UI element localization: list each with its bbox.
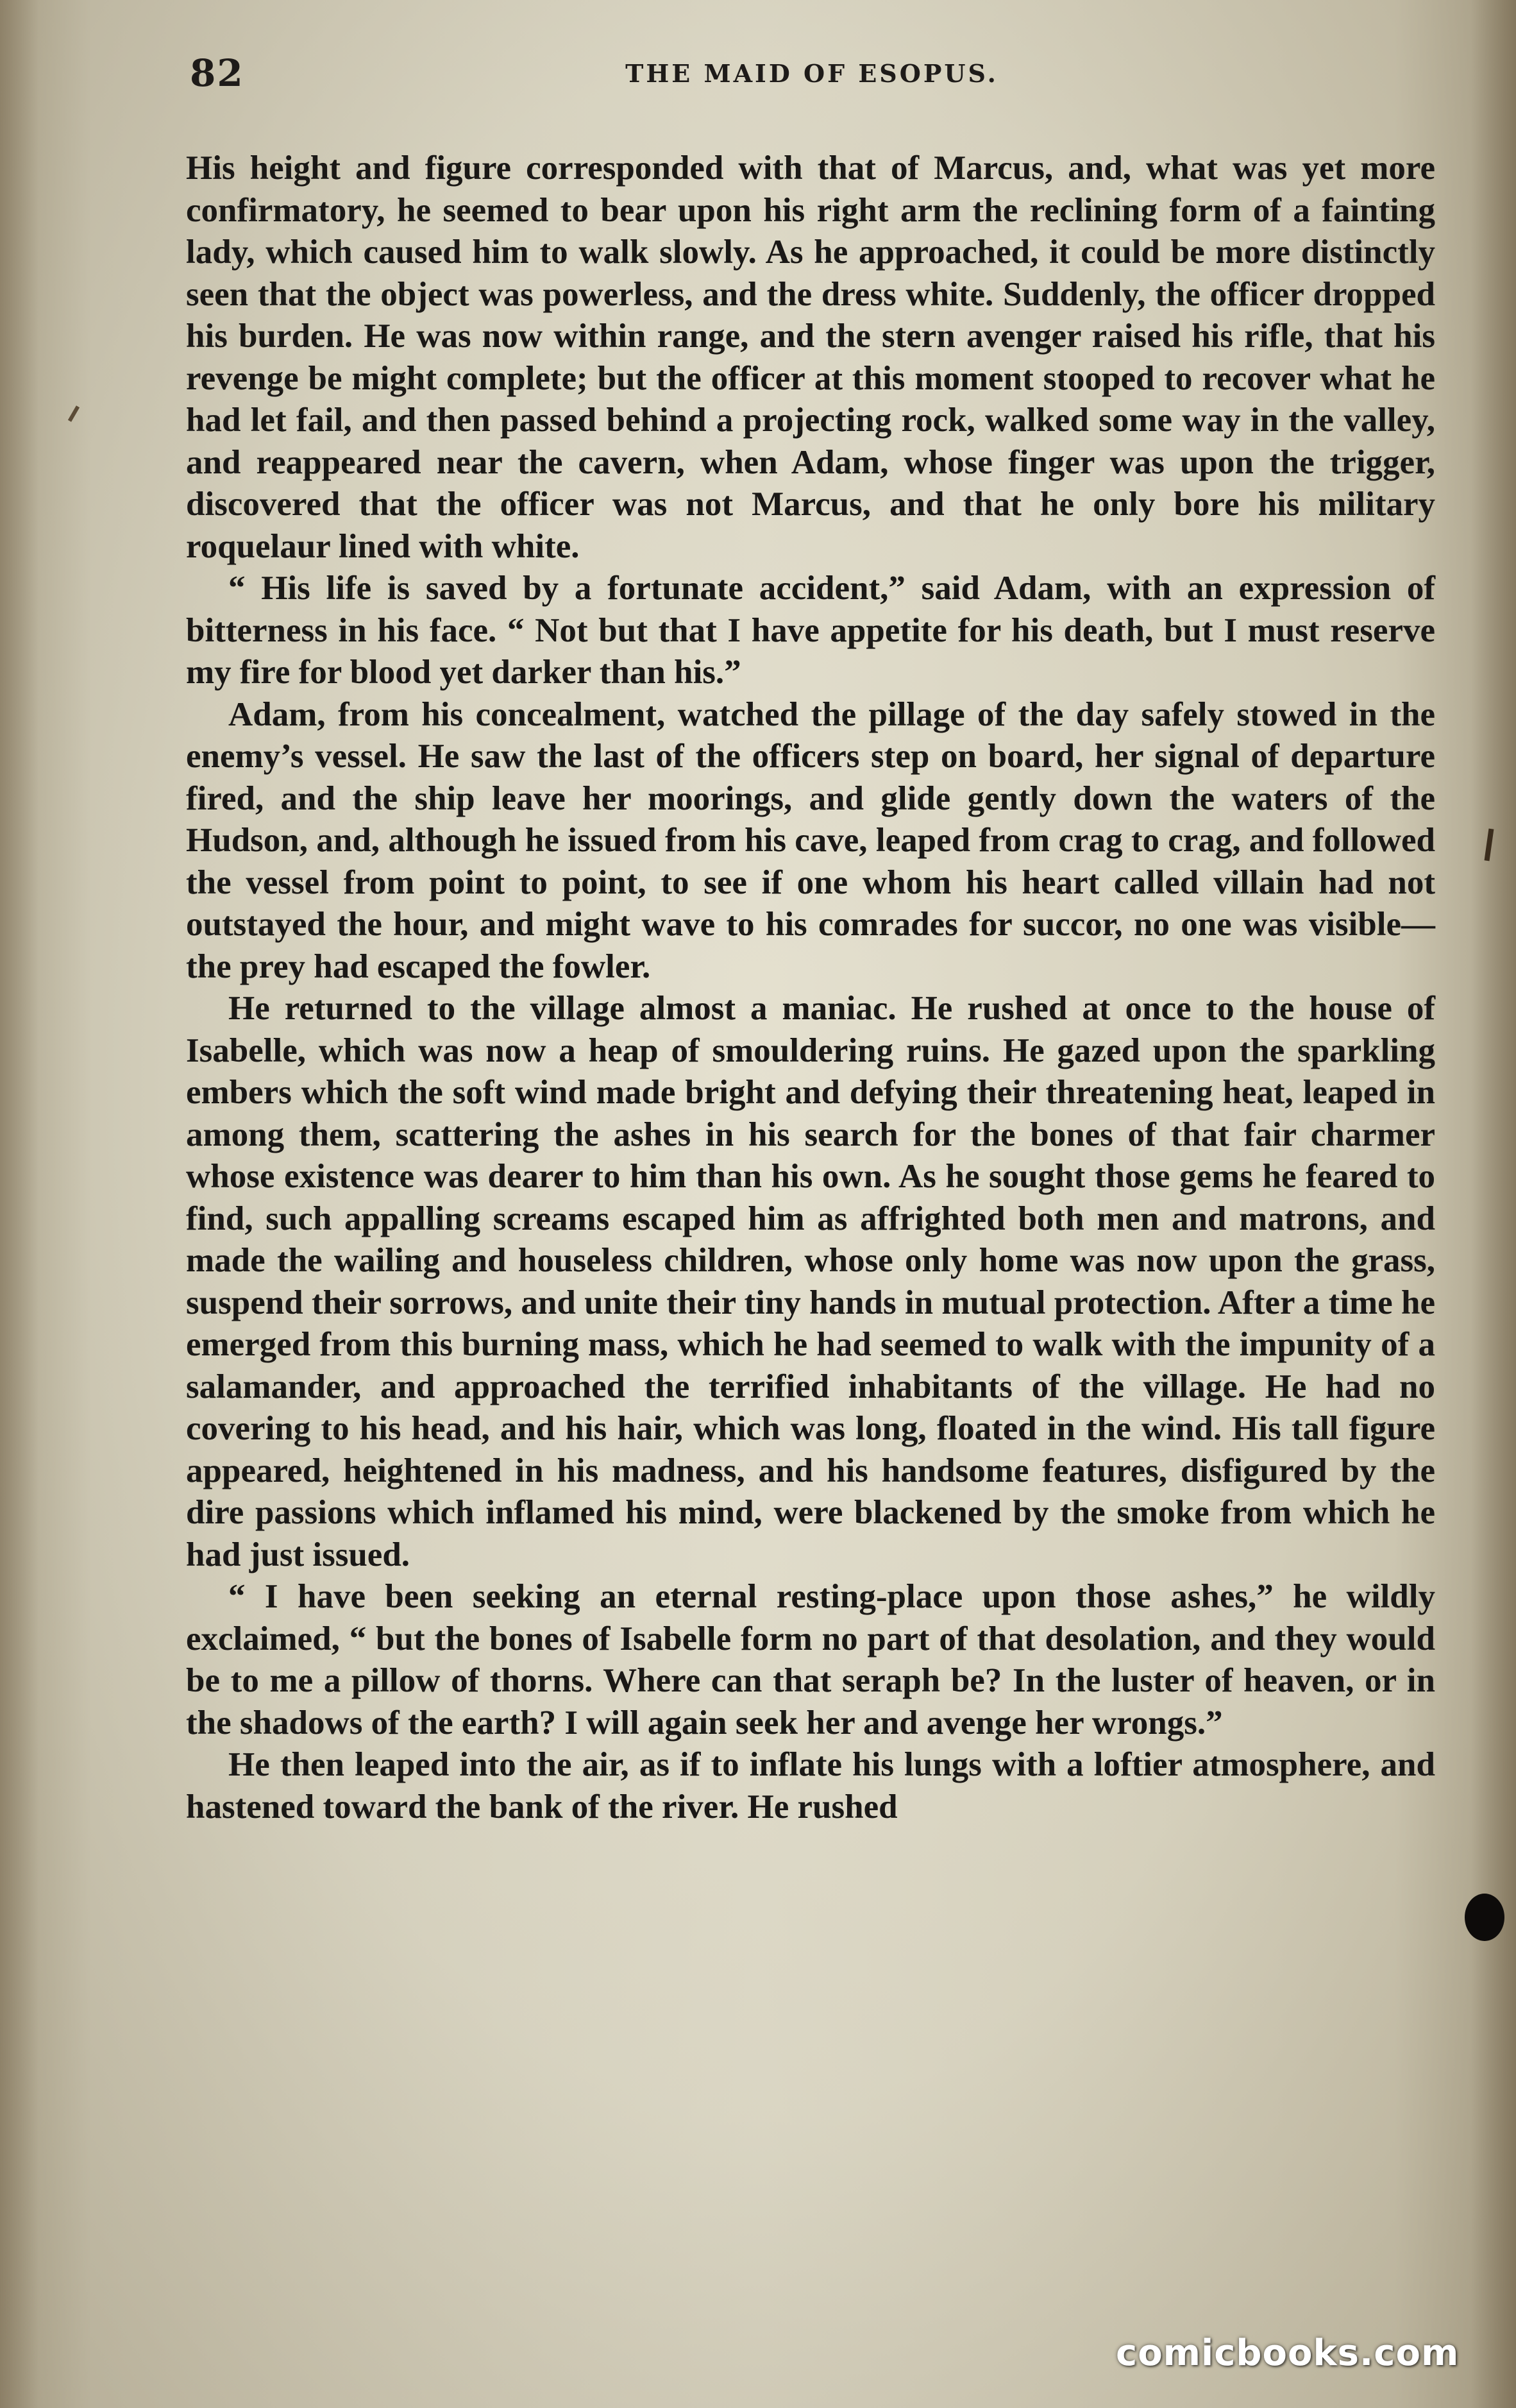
- paragraph-2: “ His life is saved by a fortunate accident,” said Adam, with an expression of bitterness in his face. “ Not but that I have appetite for his death, but I must reserve my fire for blood yet darker than his.”: [186, 570, 1435, 691]
- running-title: THE MAID OF ESOPUS.: [625, 59, 998, 88]
- page-shadow-right: [1471, 0, 1516, 2408]
- paper-speck: [68, 405, 80, 422]
- paragraph-4: He returned to the village almost a maniac. He rushed at once to the house of Isabelle, which was now a heap of smouldering ruins. He gazed upon the sparkling embers which the soft wind made bright and defying their threatening heat, leaped in among them, scattering the ashes in his search for the bones of that fair charmer whose existence was dearer to him than his own. As he sought those gems he feared to find, such appalling screams escaped him as affrighted both men and matrons, and made the wailing and houseless children, whose only home was now upon the grass, suspend their sorrows, and unite their tiny hands in mutual protection. After a time he emerged from this burning mass, which he had seemed to walk with the impunity of a salamander, and approached the terrified inhabitants of the village. He had no covering to his head, and his hair, which was long, floated in the wind. His tall figure appeared, heightened in his madness, and his handsome features, disfigured by the dire passions which inflamed his mind, were blackened by the smoke from which he had just issued.: [186, 990, 1435, 1573]
- page-header: [190, 51, 1434, 96]
- page-number: 82: [190, 51, 244, 95]
- watermark: comicbooks.com: [1116, 2332, 1460, 2374]
- body-text: [186, 148, 1435, 1828]
- paragraph-1: His height and figure corresponded with that of Marcus, and, what was yet more confirmatory, he seemed to bear upon his right arm the reclining form of a fainting lady, which caused him to walk slowly. As he approached, it could be more distinctly seen that the object was powerless, and the dress white. Suddenly, the officer dropped his burden. He was now within range, and the stern avenger raised his rifle, that his revenge be might complete; but the officer at this moment stooped to recover what he had let fail, and then passed behind a projecting rock, walked some way in the valley, and reappeared near the cavern, when Adam, whose finger was upon the trigger, discovered that the officer was not Marcus, and that he only bore his military roquelaur lined with white.: [186, 149, 1435, 565]
- paragraph-5: “ I have been seeking an eternal resting-place upon those ashes,” he wildly exclaimed, “ but the bones of Isabelle form no part of that desolation, and they would be to me a pillow of thorns. Where can that seraph be? In the luster of heaven, or in the shadows of the earth? I will again seek her and avenge her wrongs.”: [186, 1578, 1435, 1742]
- ink-blot: [1465, 1894, 1504, 1941]
- paragraph-6: He then leaped into the air, as if to inflate his lungs with a loftier atmosphere, and hastened toward the bank of the river. He rushed: [186, 1746, 1435, 1826]
- paragraph-3: Adam, from his concealment, watched the pillage of the day safely stowed in the enemy’s vessel. He saw the last of the officers step on board, her signal of departure fired, and the ship leave her moorings, and glide gently down the waters of the Hudson, and, although he issued from his cave, leaped from crag to crag, and followed the vessel from point to point, to see if one whom his heart called villain had not outstayed the hour, and might wave to his comrades for succor, no one was visible—the prey had escaped the fowler.: [186, 695, 1435, 985]
- page-shadow-left: [0, 0, 38, 2408]
